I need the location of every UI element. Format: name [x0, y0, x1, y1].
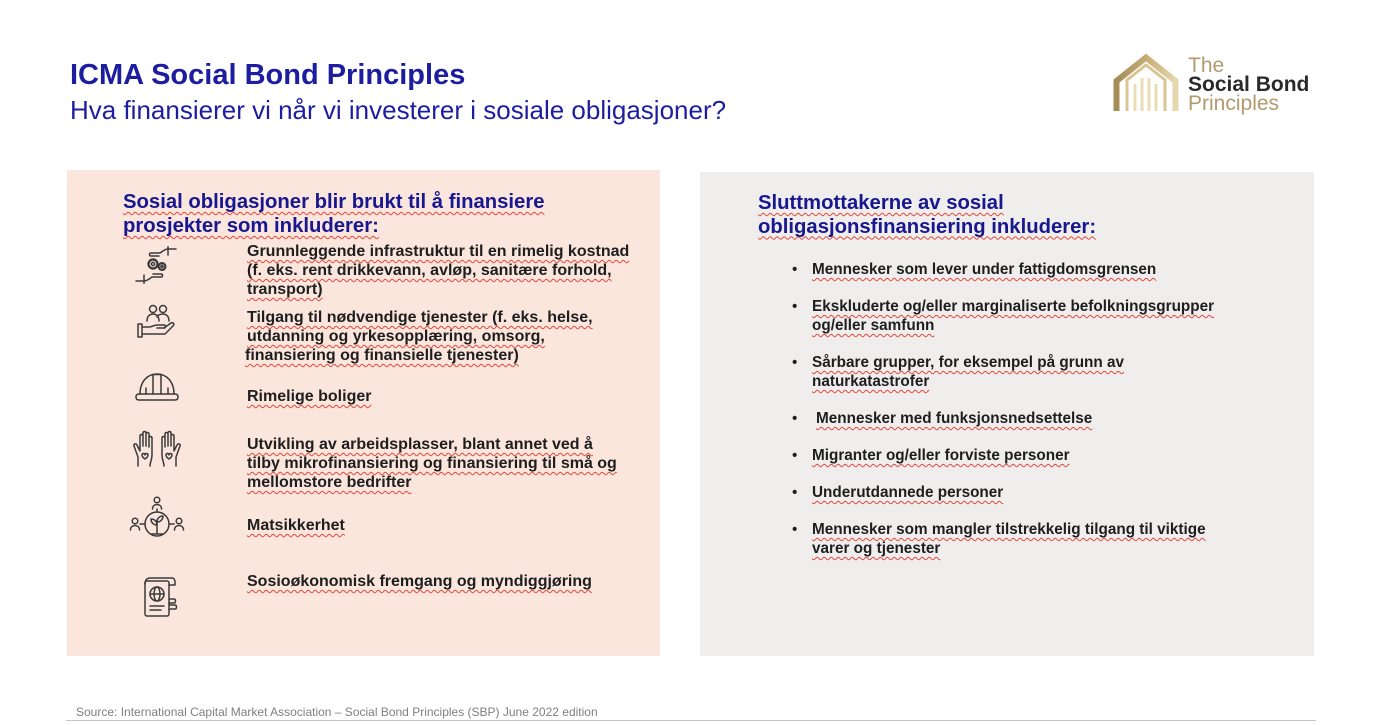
item-line: naturkatastrofer [812, 373, 930, 390]
list-item [247, 387, 371, 406]
logo-wordmark [1188, 56, 1309, 113]
item-line: • Ekskluderte og/eller marginaliserte befolkningsgrupper [812, 298, 1215, 315]
list-item [247, 572, 592, 591]
hands-gears-icon [134, 246, 178, 284]
item-line: • Mennesker som mangler tilstrekkelig tilgang til viktige [812, 521, 1206, 538]
item-line: Sosioøkonomisk fremgang og myndiggjøring [247, 573, 592, 590]
item-line: mellomstore bedrifter [247, 474, 412, 491]
heading-line: obligasjonsfinansiering inkluderer: [758, 215, 1097, 238]
item-line: finansiering og finansielle tjenester) [245, 347, 519, 364]
item-line: tilby mikrofinansiering og finansiering til små og [247, 455, 617, 472]
item-line: • Migranter og/eller forviste personer [812, 447, 1070, 464]
logo-text-social-bond: Social Bond [1188, 73, 1310, 96]
item-line: Rimelige boliger [247, 388, 372, 405]
use-of-proceeds-heading [123, 190, 545, 238]
item-line: • Sårbare grupper, for eksempel på grunn av [812, 354, 1124, 371]
beneficiaries-list [812, 260, 1214, 576]
item-line: varer og tjenester [812, 540, 941, 557]
list-item [247, 516, 345, 535]
item-line: (f. eks. rent drikkevann, avløp, sanitære forhold, [247, 262, 612, 279]
list-item [247, 435, 617, 492]
beneficiaries-heading [758, 192, 1096, 239]
list-item [247, 308, 593, 365]
item-line: Matsikkerhet [247, 517, 345, 534]
item-line: Grunnleggende infrastruktur til en rimelig kostnad [247, 243, 630, 260]
item-line: Tilgang til nødvendige tjenester (f. eks. helse, [247, 309, 593, 326]
list-item [247, 242, 629, 299]
use-of-proceeds-panel [67, 170, 660, 656]
heading-line: Sluttmottakerne av sosial [758, 192, 1004, 214]
item-line: • Mennesker med funksjonsnedsettelse [816, 410, 1093, 427]
document-globe-icon [137, 575, 179, 619]
slide-title: ICMA Social Bond Principles [70, 59, 466, 91]
list-item [812, 353, 1214, 391]
slide-subtitle: Hva finansierer vi når vi investerer i sosiale obligasjoner? [70, 95, 727, 125]
list-item [812, 409, 1214, 428]
heading-line: Sosial obligasjoner blir brukt til å finansiere [123, 191, 545, 213]
logo-text-the: The [1188, 54, 1225, 77]
house-logo-icon [1113, 53, 1179, 111]
item-line: • Mennesker som lever under fattigdomsgrensen [812, 261, 1157, 278]
heading-line: prosjekter som inkluderer: [123, 215, 379, 237]
list-item [812, 483, 1214, 502]
item-line: transport) [247, 281, 323, 298]
hard-hat-icon [134, 369, 180, 403]
footer-divider [66, 720, 1316, 721]
plant-people-icon [129, 496, 185, 544]
list-item [812, 260, 1214, 279]
list-item [812, 446, 1214, 465]
item-line: og/eller samfunn [812, 317, 935, 334]
logo-text-principles: Principles [1188, 92, 1280, 115]
item-line: utdanning og yrkesopplæring, omsorg, [247, 328, 545, 345]
list-item [812, 520, 1214, 558]
social-bond-principles-logo [1113, 53, 1313, 115]
item-line: • Underutdannede personer [812, 484, 1004, 501]
beneficiaries-panel [700, 172, 1314, 656]
item-line: Utvikling av arbeidsplasser, blant annet ved å [247, 436, 593, 453]
people-in-hand-icon [136, 304, 178, 340]
list-item [812, 297, 1214, 335]
source-note: Source: International Capital Market Association – Social Bond Principles (SBP) June 2022 edition [76, 705, 598, 719]
hands-hearts-icon [131, 429, 183, 467]
